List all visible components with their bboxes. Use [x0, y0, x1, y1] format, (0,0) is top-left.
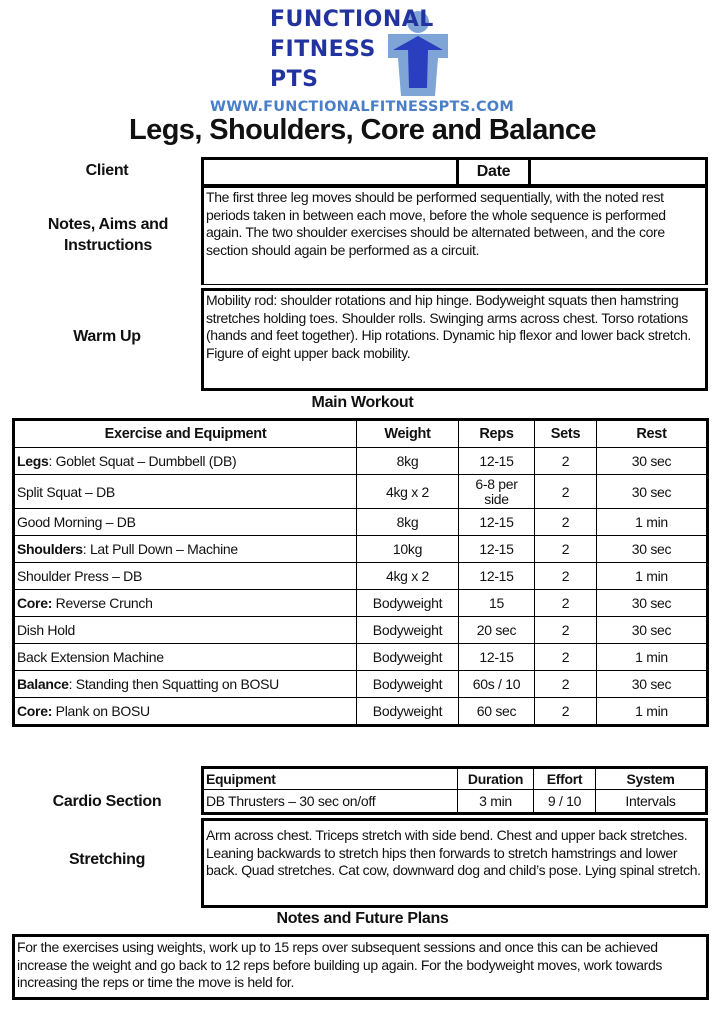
cardio-effort: 9 / 10	[534, 790, 596, 814]
reps-cell: 60 sec	[459, 698, 535, 726]
cardio-col-system: System	[596, 768, 707, 790]
col-rest: Rest	[597, 420, 708, 448]
weight-cell: Bodyweight	[357, 671, 459, 698]
table-header-row	[14, 420, 708, 448]
rest-cell: 1 min	[597, 644, 708, 671]
weight-cell: 10kg	[357, 536, 459, 563]
reps-cell: 12-15	[459, 563, 535, 590]
col-weight: Weight	[357, 420, 459, 448]
sets-cell: 2	[535, 509, 597, 536]
exercise-cell	[14, 671, 357, 698]
cardio-label: Cardio Section	[52, 793, 162, 810]
reps-cell: 12-15	[459, 509, 535, 536]
exercise-name: : Standing then Squatting on BOSU	[68, 676, 279, 692]
reps-cell: 60s / 10	[459, 671, 535, 698]
sets-cell: 2	[535, 698, 597, 726]
sets-cell: 2	[535, 617, 597, 644]
reps-cell: 6-8 per side	[459, 475, 535, 509]
rest-cell: 30 sec	[597, 671, 708, 698]
exercise-cell	[14, 644, 357, 671]
table-row	[14, 509, 708, 536]
rest-cell: 1 min	[597, 563, 708, 590]
date-field[interactable]	[528, 157, 708, 185]
exercise-cell	[14, 448, 357, 475]
col-sets: Sets	[535, 420, 597, 448]
col-exercise: Exercise and Equipment	[14, 420, 357, 448]
reps-cell: 20 sec	[459, 617, 535, 644]
sets-cell: 2	[535, 563, 597, 590]
col-reps: Reps	[459, 420, 535, 448]
table-row	[14, 644, 708, 671]
table-row	[14, 475, 708, 509]
table-row	[14, 590, 708, 617]
client-label: Client	[85, 162, 129, 179]
sets-cell: 2	[535, 536, 597, 563]
exercise-category: Core:	[17, 595, 53, 611]
cardio-col-equipment: Equipment	[203, 768, 458, 790]
exercise-cell	[14, 698, 357, 726]
reps-cell: 12-15	[459, 536, 535, 563]
rest-cell: 30 sec	[597, 617, 708, 644]
date-label-cell	[456, 157, 531, 185]
weight-cell: Bodyweight	[357, 617, 459, 644]
sets-cell: 2	[535, 671, 597, 698]
sets-cell: 2	[535, 590, 597, 617]
reps-cell: 15	[459, 590, 535, 617]
cardio-col-duration: Duration	[458, 768, 534, 790]
sets-cell: 2	[535, 448, 597, 475]
weight-cell: Bodyweight	[357, 644, 459, 671]
weight-cell: Bodyweight	[357, 698, 459, 726]
exercise-category: Shoulders	[17, 541, 83, 557]
table-row	[14, 536, 708, 563]
exercise-name: Split Squat – DB	[17, 483, 115, 500]
table-row	[14, 563, 708, 590]
main-workout-table	[12, 418, 709, 727]
table-row	[14, 448, 708, 475]
table-row	[14, 671, 708, 698]
cardio-duration: 3 min	[458, 790, 534, 814]
rest-cell: 1 min	[597, 509, 708, 536]
brand-line2: FITNESS	[270, 37, 376, 62]
cardio-table	[201, 766, 708, 815]
weight-cell: 8kg	[357, 448, 459, 475]
exercise-name: : Goblet Squat – Dumbbell (DB)	[48, 453, 237, 469]
exercise-name: Dish Hold	[17, 622, 75, 638]
cardio-equipment: DB Thrusters – 30 sec on/off	[203, 790, 458, 814]
exercise-cell	[14, 590, 357, 617]
exercise-name: Back Extension Machine	[17, 649, 164, 665]
cardio-row	[203, 790, 707, 814]
table-row	[14, 617, 708, 644]
reps-cell: 12-15	[459, 644, 535, 671]
exercise-cell	[14, 617, 357, 644]
exercise-name: Shoulder Press – DB	[17, 568, 143, 584]
future-text: For the exercises using weights, work up to 15 reps over subsequent sessions and once this can be achieved increase the weight and go back to 12 reps before building up again. For the bodyweight moves, work towards increasing the reps or time the move is held for.	[12, 934, 709, 1000]
exercise-category: Core:	[17, 703, 53, 719]
exercise-category: Legs	[17, 453, 49, 469]
stretching-label: Stretching	[68, 851, 146, 868]
notes-text: The first three leg moves should be performed sequentially, with the noted rest periods taken in between each move, before the whole sequence is performed again. The two shoulder exercises should be alternated between, and the core section should again be performed as a circuit.	[201, 185, 708, 285]
warmup-text: Mobility rod: shoulder rotations and hip hinge. Bodyweight squats then hamstring stretches holding toes. Shoulder rolls. Swinging arms across chest. Torso rotations (hands and feet together). Hip rotations. Dynamic hip flexor and lower back stretch. Figure of eight upper back mobility.	[201, 288, 708, 391]
cardio-system: Intervals	[596, 790, 707, 814]
page-title: Legs, Shoulders, Core and Balance	[129, 114, 596, 146]
exercise-name: Reverse Crunch	[52, 595, 153, 611]
future-heading: Notes and Future Plans	[276, 910, 449, 927]
exercise-cell	[14, 536, 357, 563]
brand-line3: PTS	[270, 67, 319, 92]
weight-cell: 4kg x 2	[357, 563, 459, 590]
rest-cell: 30 sec	[597, 536, 708, 563]
weight-cell: 8kg	[357, 509, 459, 536]
rest-cell: 30 sec	[597, 448, 708, 475]
website-url[interactable]: WWW.FUNCTIONALFITNESSPTS.COM	[210, 99, 514, 115]
rest-cell: 30 sec	[597, 590, 708, 617]
logo	[268, 6, 468, 96]
weight-cell: 4kg x 2	[357, 475, 459, 509]
notes-label: Notes, Aims and Instructions	[47, 216, 169, 254]
table-row	[14, 698, 708, 726]
exercise-name: Good Morning – DB	[17, 514, 136, 530]
exercise-name: Plank on BOSU	[52, 703, 150, 719]
exercise-category: Balance	[17, 676, 69, 692]
exercise-cell	[14, 509, 357, 536]
exercise-cell	[14, 475, 357, 509]
cardio-col-effort: Effort	[534, 768, 596, 790]
weight-cell: Bodyweight	[357, 590, 459, 617]
sets-cell: 2	[535, 475, 597, 509]
sets-cell: 2	[535, 644, 597, 671]
exercise-cell	[14, 563, 357, 590]
date-label: Date	[476, 163, 511, 180]
exercise-name: : Lat Pull Down – Machine	[82, 541, 238, 557]
client-field[interactable]	[201, 157, 459, 185]
warmup-label: Warm Up	[73, 328, 141, 345]
rest-cell: 1 min	[597, 698, 708, 726]
reps-cell: 12-15	[459, 448, 535, 475]
stretching-text: Arm across chest. Triceps stretch with side bend. Chest and upper back stretches. Leaning backwards to stretch hips then forwards to stretch hamstrings and lower back. Quad stretches. Cat cow, downward dog and child’s pose. Lying spinal stretch.	[201, 818, 708, 908]
rest-cell: 30 sec	[597, 475, 708, 509]
main-workout-heading: Main Workout	[311, 394, 414, 411]
cardio-header-row	[203, 768, 707, 790]
brand-line1: FUNCTIONAL	[270, 7, 434, 32]
